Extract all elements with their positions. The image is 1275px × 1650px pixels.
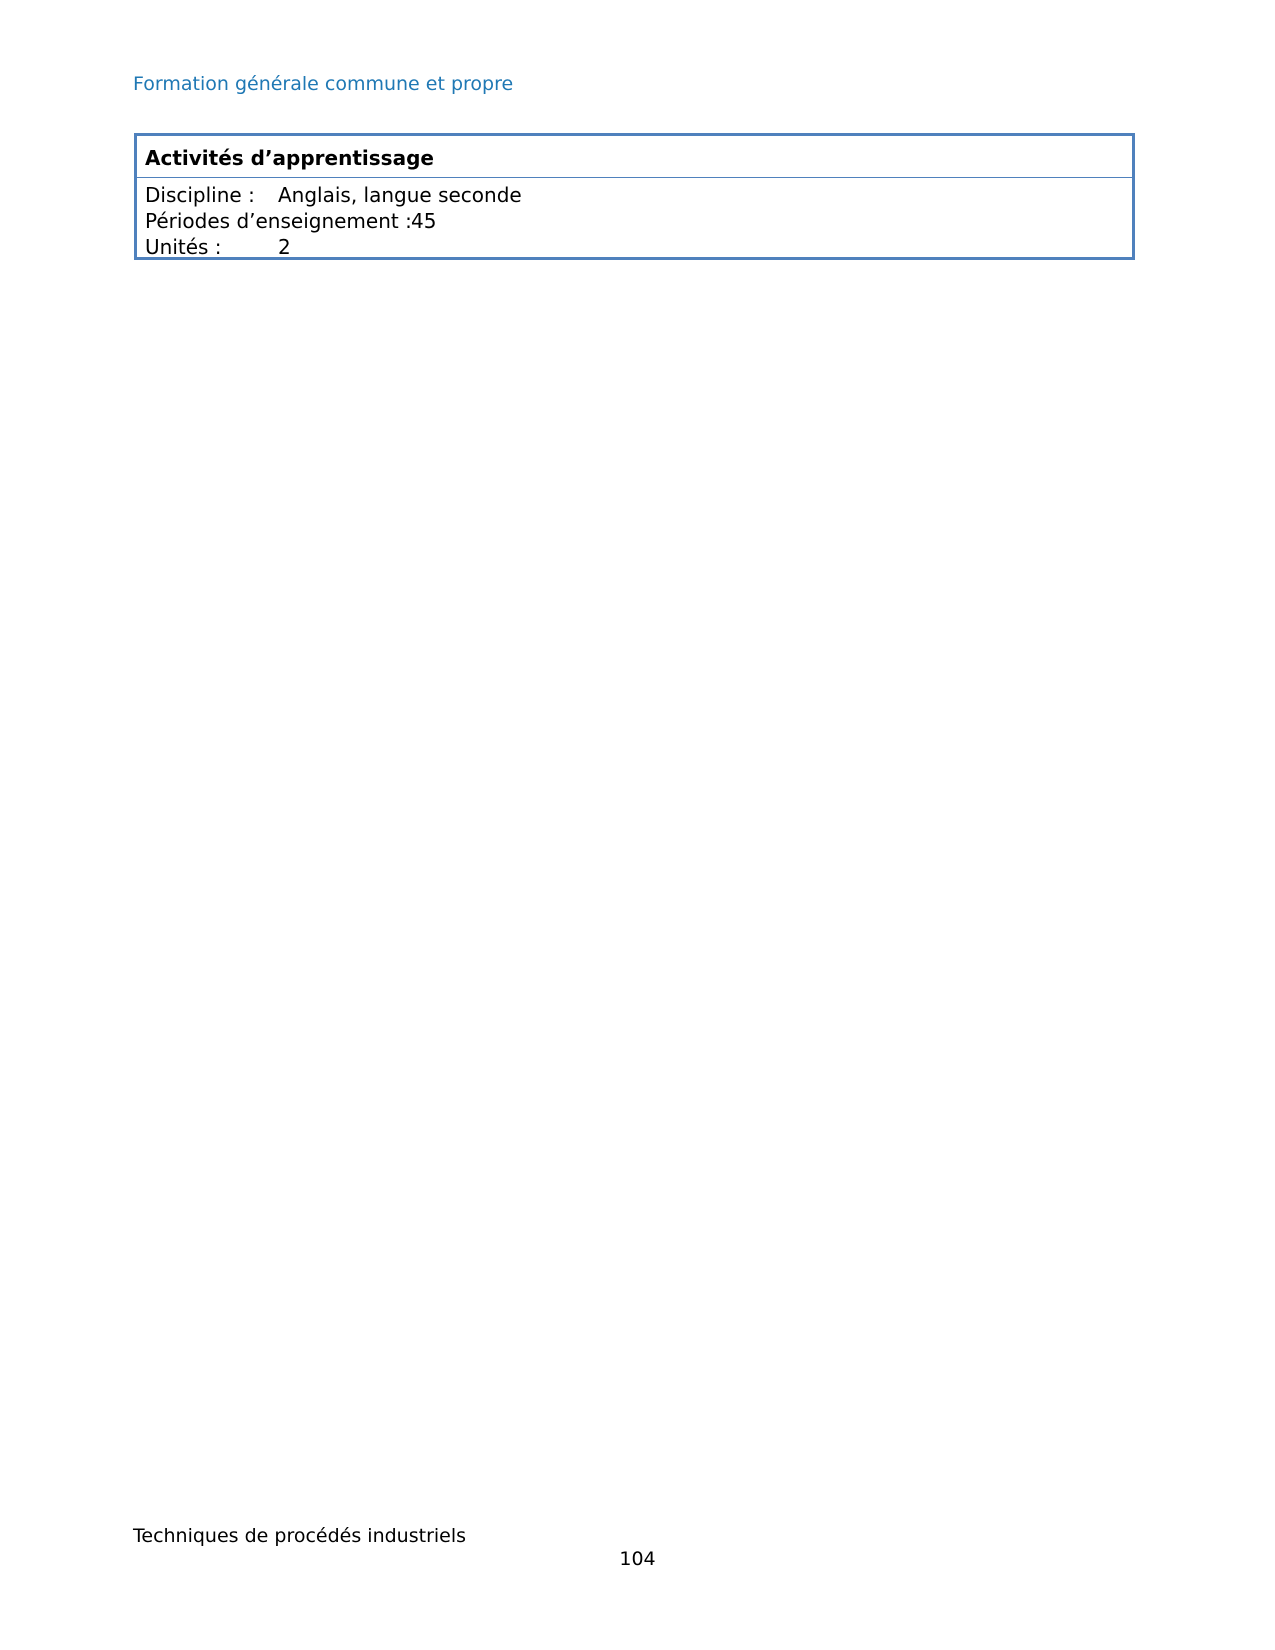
discipline-row bbox=[145, 182, 1132, 208]
units-value: 2 bbox=[278, 235, 291, 259]
units-row bbox=[145, 234, 1132, 260]
discipline-value: Anglais, langue seconde bbox=[278, 183, 522, 207]
learning-activities-title: Activités d’apprentissage bbox=[137, 136, 1132, 178]
units-label: Unités : bbox=[145, 235, 222, 259]
footer-document-title: Techniques de procédés industriels bbox=[133, 1525, 467, 1547]
page-number: 104 bbox=[619, 1548, 656, 1570]
learning-activities-box bbox=[134, 133, 1135, 260]
section-header: Formation générale commune et propre bbox=[133, 73, 514, 95]
learning-activities-details bbox=[137, 178, 1132, 260]
teaching-periods-value: 45 bbox=[411, 209, 437, 233]
teaching-periods-row bbox=[145, 208, 1132, 234]
teaching-periods-label: Périodes d’enseignement : bbox=[145, 209, 412, 233]
discipline-label: Discipline : bbox=[145, 183, 255, 207]
